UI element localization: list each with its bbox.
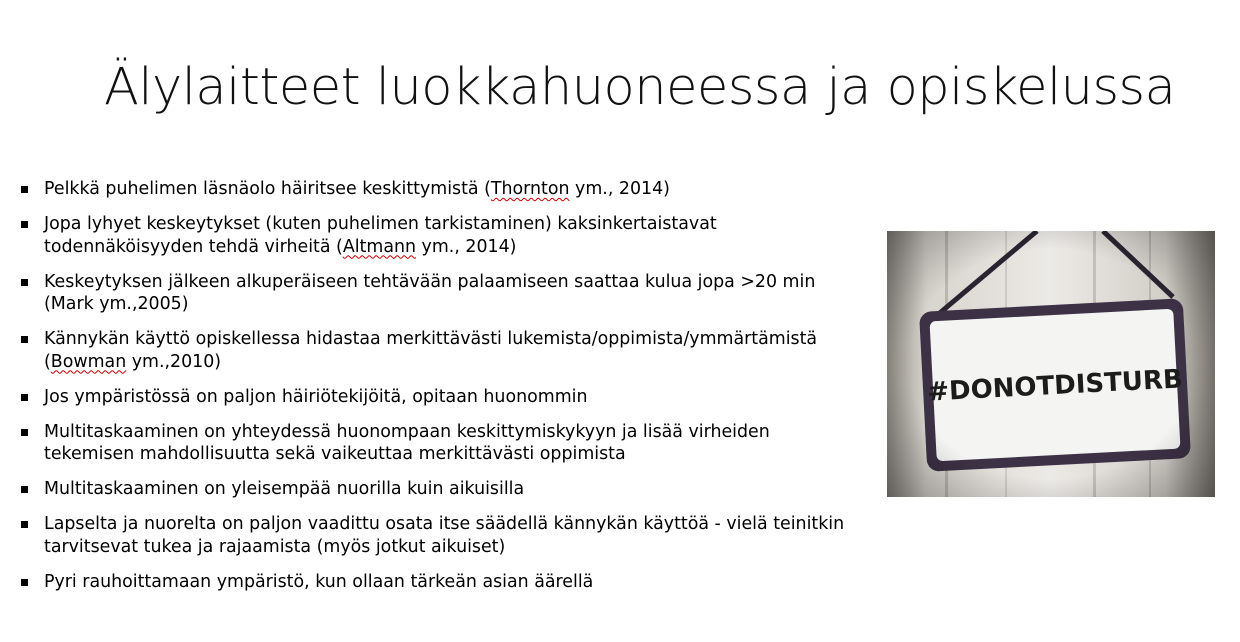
bullet-text: Lapselta ja nuorelta on paljon vaadittu osata itse säädellä kännykän käyttöä - vielä teinitkin tarvitsevat tukea ja rajaamista (myös jotkut aikuiset) bbox=[44, 514, 845, 557]
spellcheck-flagged-word: Altmann bbox=[342, 236, 417, 257]
bullet-text-end: ym.,2010) bbox=[126, 351, 222, 372]
bullet-text-end: ym., 2014) bbox=[416, 236, 517, 257]
bullet-text: Multitaskaaminen on yhteydessä huonompaan keskittymiskykyyn ja lisää virheiden tekemisen mahdollisuutta sekä vaikeuttaa merkittävästi oppimista bbox=[44, 421, 770, 464]
bullet-item bbox=[20, 513, 855, 558]
bullet-list bbox=[20, 178, 855, 606]
bullet-item bbox=[20, 386, 855, 409]
slide-title: Älylaitteet luokkahuoneessa ja opiskelussa bbox=[104, 58, 1176, 117]
bullet-item bbox=[20, 478, 855, 501]
bullet-text: Jopa lyhyet keskeytykset (kuten puhelimen tarkistaminen) kaksinkertaistavat todennäköisyyden tehdä virheitä ( bbox=[44, 214, 717, 257]
square-bullet-icon bbox=[21, 521, 28, 528]
square-bullet-icon bbox=[21, 486, 28, 493]
do-not-disturb-photo bbox=[887, 231, 1215, 497]
bullet-text-end: ym., 2014) bbox=[569, 179, 670, 199]
square-bullet-icon bbox=[21, 186, 28, 193]
spellcheck-flagged-word: Thornton bbox=[490, 179, 570, 199]
bullet-text: Kännykän käyttö opiskellessa hidastaa merkittävästi lukemista/oppimista/ymmärtämistä ( bbox=[44, 329, 818, 372]
bullet-item bbox=[20, 328, 855, 373]
square-bullet-icon bbox=[21, 579, 28, 586]
square-bullet-icon bbox=[21, 221, 28, 228]
spellcheck-flagged-word: Bowman bbox=[50, 351, 127, 372]
square-bullet-icon bbox=[21, 279, 28, 286]
bullet-item bbox=[20, 271, 855, 316]
bullet-text: Pelkkä puhelimen läsnäolo häiritsee keskittymistä ( bbox=[44, 179, 491, 199]
bullet-item bbox=[20, 213, 855, 258]
door-sign-illustration bbox=[887, 231, 1215, 497]
bullet-text: Jos ympäristössä on paljon häiriötekijöitä, opitaan huonommin bbox=[44, 386, 588, 407]
bullet-item bbox=[20, 571, 855, 594]
square-bullet-icon bbox=[21, 429, 28, 436]
square-bullet-icon bbox=[21, 336, 28, 343]
bullet-text: Pyri rauhoittamaan ympäristö, kun ollaan tärkeän asian äärellä bbox=[44, 571, 594, 592]
bullet-item bbox=[20, 421, 855, 466]
square-bullet-icon bbox=[21, 394, 28, 401]
bullet-item bbox=[20, 178, 855, 201]
bullet-text: Multitaskaaminen on yleisempää nuorilla kuin aikuisilla bbox=[44, 479, 525, 499]
bullet-text: Keskeytyksen jälkeen alkuperäiseen tehtävään palaamiseen saattaa kulua jopa >20 min (Mark ym.,2005) bbox=[44, 271, 816, 314]
